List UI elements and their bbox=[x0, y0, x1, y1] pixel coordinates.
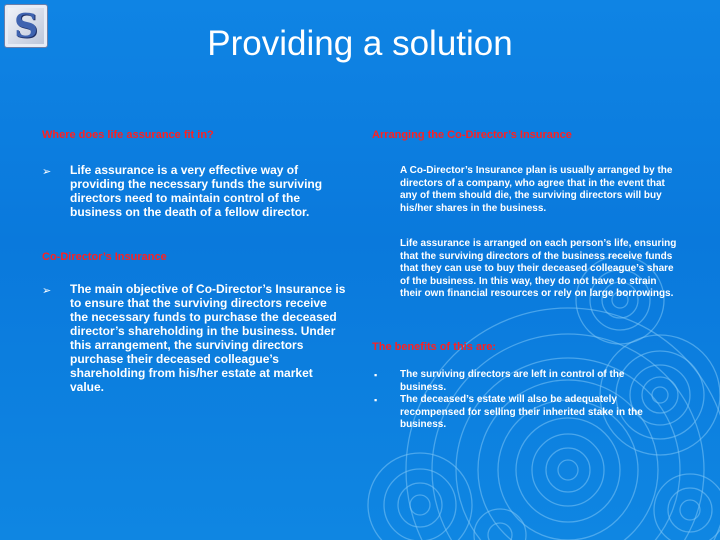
left-bullet-main-objective: The main objective of Co-Director’s Insurance is to ensure that the surviving directors receive the necessary funds to purchase the deceased director’s shareholding in the business. Under this arrangement, the surviving directors purchase their deceased colleague’s shareholding from his/her estate at market value. bbox=[70, 282, 346, 394]
right-paragraph-plan-arrangement: A Co-Director’s Insurance plan is usually arranged by the directors of a company, who agree that in the event that any of them should die, the surviving directors will buy his/her shares in the business. bbox=[400, 165, 673, 214]
benefit-item: The deceased’s estate will also be adequately recompensed for selling their inherited stake in the business. bbox=[400, 394, 643, 430]
square-bullet-icon: ▪ bbox=[374, 395, 378, 405]
left-bullet-life-assurance: Life assurance is a very effective way of providing the necessary funds the surviving directors need to maintain control of the business on the death of a fellow director. bbox=[70, 163, 323, 219]
left-heading-co-directors-insurance: Co-Director’s Insurance bbox=[42, 251, 167, 263]
logo-letter: S bbox=[14, 6, 38, 45]
slide-title: Providing a solution bbox=[207, 24, 513, 63]
arrow-bullet-icon: ➢ bbox=[42, 285, 52, 297]
benefit-item: The surviving directors are left in control of the business. bbox=[400, 369, 625, 393]
arrow-bullet-icon: ➢ bbox=[42, 166, 52, 178]
right-heading-benefits: The benefits of this are: bbox=[372, 341, 497, 353]
right-heading-arranging-insurance: Arranging the Co-Director’s Insurance bbox=[372, 129, 572, 141]
left-heading-where-does-life-assurance-fit: Where does life assurance fit in? bbox=[42, 129, 214, 141]
square-bullet-icon: ▪ bbox=[374, 370, 378, 380]
right-paragraph-life-assurance-arranged: Life assurance is arranged on each person’s life, ensuring that the surviving directors of the business receive funds that they can use to buy their deceased colleague’s share of the business. In this way, they do not have to strain their own financial resources or rely on large borrowings. bbox=[400, 238, 677, 299]
